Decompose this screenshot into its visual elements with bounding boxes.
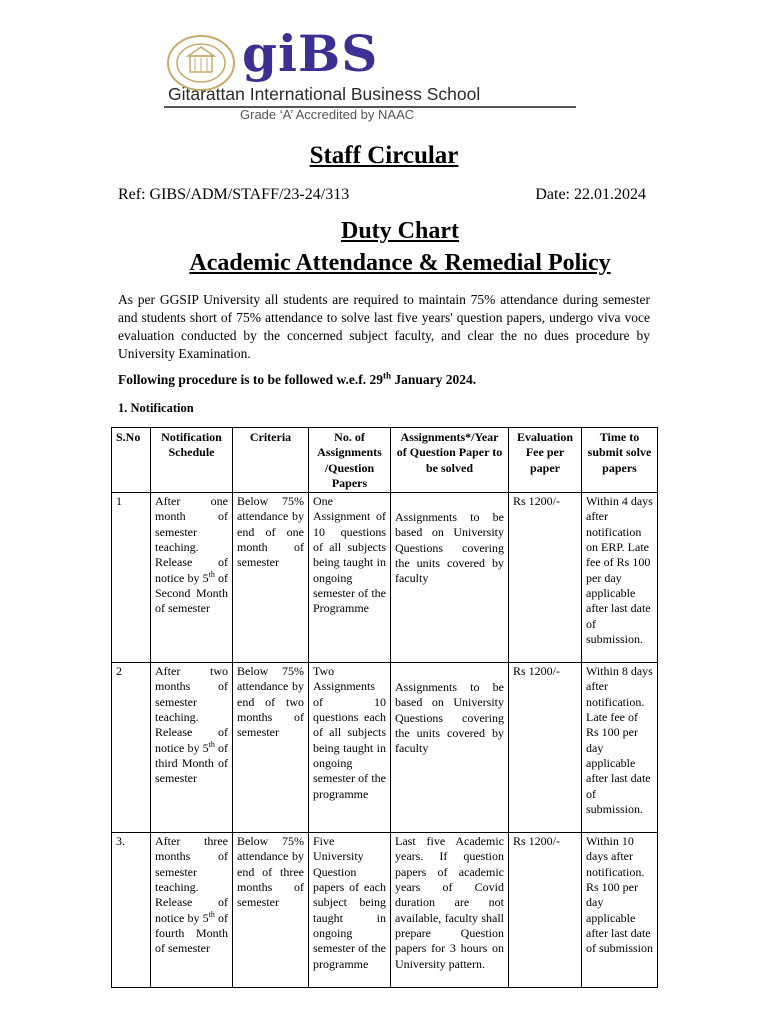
schedule-sup: th xyxy=(208,739,215,749)
procedure-text-end: January 2024. xyxy=(391,372,477,387)
school-logo xyxy=(164,24,578,128)
reference-number: Ref: GIBS/ADM/STAFF/23-24/313 xyxy=(118,186,350,203)
cell-to-solve: Assignments to be based on University Questions covering the units covered by faculty xyxy=(391,663,509,833)
cell-schedule xyxy=(151,663,233,833)
cell-criteria: Below 75% attendance by end of one month of semester xyxy=(233,493,309,663)
header-fee: Evaluation Fee per paper xyxy=(509,428,582,493)
header-assignments: No. of Assignments /Question Papers xyxy=(309,428,391,493)
heading-duty-chart: Duty Chart xyxy=(341,218,459,244)
cell-sno: 1 xyxy=(112,493,151,663)
schedule-text: After two months of semester teaching. Release of notice by 5 xyxy=(155,664,228,755)
cell-assignments: Five University Question papers of each subject being taught in ongoing semester of the programme xyxy=(309,833,391,988)
cell-time: Within 4 days after notification on ERP. Late fee of Rs 100 per day applicable after last date of submission. xyxy=(582,493,658,663)
cell-fee: Rs 1200/- xyxy=(509,493,582,663)
schedule-text-end: of third Month of semester xyxy=(155,740,229,786)
procedure-sup: th xyxy=(383,370,392,381)
header-sno: S.No xyxy=(112,428,151,493)
cell-time: Within 10 days after notification. Rs 100 per day applicable after last date of submission xyxy=(582,833,658,988)
schedule-text-end: of fourth Month of semester xyxy=(155,910,229,956)
logo-brand-text: giBS xyxy=(242,24,379,83)
procedure-line xyxy=(118,372,476,388)
schedule-sup: th xyxy=(208,569,215,579)
cell-to-solve: Last five Academic years. If question papers of academic years of Covid duration are not available, faculty shall prepare Question papers for 3 hours on University pattern. xyxy=(391,833,509,988)
cell-schedule xyxy=(151,833,233,988)
schedule-text-end: of Second Month of semester xyxy=(155,570,229,616)
intro-paragraph: As per GGSIP University all students are required to maintain 75% attendance during semester and students short of 75% attendance to solve last five years' question papers, undergo viva voce evaluation conducted by the concerned subject faculty, and clear the no dues procedure by University Examination. xyxy=(118,292,650,361)
section-title: 1. Notification xyxy=(118,401,194,415)
cell-criteria: Below 75% attendance by end of two months of semester xyxy=(233,663,309,833)
header-time: Time to submit solve papers xyxy=(582,428,658,493)
header-schedule: Notification Schedule xyxy=(151,428,233,493)
table-header-row xyxy=(112,428,658,493)
cell-criteria: Below 75% attendance by end of three months of semester xyxy=(233,833,309,988)
cell-assignments: One Assignment of 10 questions of all subjects being taught in ongoing semester of the Programme xyxy=(309,493,391,663)
cell-sno: 3. xyxy=(112,833,151,988)
cell-fee: Rs 1200/- xyxy=(509,663,582,833)
cell-schedule xyxy=(151,493,233,663)
circular-date: Date: 22.01.2024 xyxy=(535,186,646,203)
heading-policy: Academic Attendance & Remedial Policy xyxy=(189,250,611,276)
logo-accreditation: Grade ‘A’ Accredited by NAAC xyxy=(240,107,415,122)
cell-fee: Rs 1200/- xyxy=(509,833,582,988)
table-row xyxy=(112,493,658,663)
cell-assignments: Two Assignments of 10 questions each of all subjects being taught in ongoing semester of the programme xyxy=(309,663,391,833)
schedule-text: After three months of semester teaching. Release of notice by 5 xyxy=(155,834,228,925)
table-row xyxy=(112,663,658,833)
table-row xyxy=(112,833,658,988)
procedure-text: Following procedure is to be followed w.e.f. 29 xyxy=(118,372,383,387)
logo-school-name: Gitarattan International Business School xyxy=(168,84,481,104)
cell-to-solve: Assignments to be based on University Questions covering the units covered by faculty xyxy=(391,493,509,663)
schedule-text: After one month of semester teaching. Release of notice by 5 xyxy=(155,494,228,585)
cell-time: Within 8 days after notification. Late fee of Rs 100 per day applicable after last date of submission. xyxy=(582,663,658,833)
header-criteria: Criteria xyxy=(233,428,309,493)
schedule-sup: th xyxy=(208,909,215,919)
circular-title: Staff Circular xyxy=(309,142,459,169)
header-to-solve: Assignments*/Year of Question Paper to be solved xyxy=(391,428,509,493)
notification-table xyxy=(111,427,658,988)
cell-sno: 2 xyxy=(112,663,151,833)
